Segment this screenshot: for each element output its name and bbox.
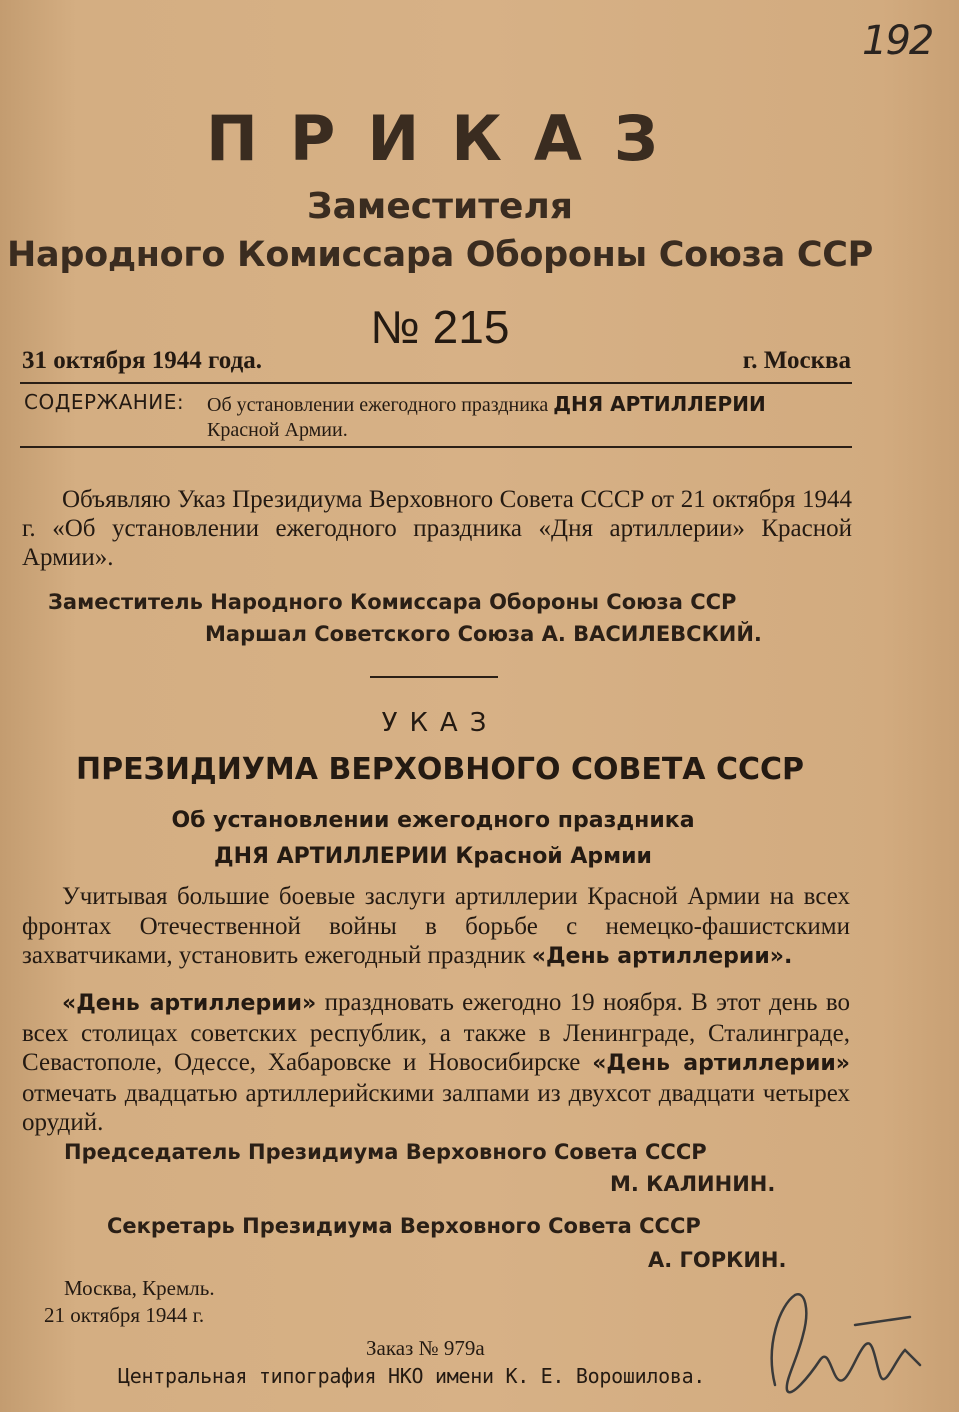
handwritten-signature (735, 1265, 945, 1405)
order-city: г. Москва (742, 347, 851, 374)
decree-paragraph-1 (22, 882, 850, 972)
decree-issuer: ПРЕЗИДИУМА ВЕРХОВНОГО СОВЕТА СССР (75, 752, 805, 787)
chair-name: М. КАЛИНИН. (610, 1172, 776, 1196)
document-title: ПРИКАЗ (206, 102, 690, 175)
issuer-line-1: Заместителя (307, 186, 573, 227)
chair-title: Председатель Президиума Верховного Совета СССР (64, 1140, 707, 1164)
section-divider (370, 676, 498, 678)
decree-p1-bold: «День артиллерии». (531, 944, 793, 969)
contents-text-part1: Об установлении ежегодного праздника (207, 394, 554, 416)
divider-top (20, 382, 852, 384)
issuer-line-2: Народного Комиссара Обороны Союза ССР (7, 235, 873, 275)
decree-p2-text2: отмечать двадцатью артиллерийскими залпами из двухсот двадцати четырех орудий. (22, 1079, 850, 1136)
order-paragraph: Объявляю Указ Президиума Верховного Совета СССР от 21 октября 1944 г. «Об установлении ежегодного праздника «Дня артиллерии» Красной Армии». (22, 486, 852, 571)
divider-bottom (20, 446, 852, 448)
signing-date: 21 октября 1944 г. (44, 1303, 205, 1327)
secretary-name: А. ГОРКИН. (648, 1248, 787, 1272)
print-order-number: Заказ № 979а (366, 1336, 485, 1360)
order-date: 31 октября 1944 года. (22, 347, 262, 374)
contents-text-line2: Красной Армии. (207, 419, 348, 441)
order-number: № 215 (370, 301, 510, 353)
contents-text (207, 392, 766, 417)
contents-text-bold: ДНЯ АРТИЛЛЕРИИ (553, 392, 766, 416)
decree-p2-text1: праздновать ежегодно 19 ноября. В этот день во всех столицах советских республик, а также в Ленинграде, Сталинграде, Севастополе, Одессе, Хабаровске и Новосибирске (22, 989, 850, 1076)
signing-place: Москва, Кремль. (64, 1276, 215, 1300)
printer-imprint: Центральная типография НКО имени К. Е. Ворошилова. (118, 1364, 706, 1388)
archive-number-handwritten: 192 (862, 18, 933, 64)
decree-subject-line1: Об установлении ежегодного праздника (171, 808, 695, 833)
contents-label: СОДЕРЖАНИЕ: (24, 390, 185, 414)
decree-title: УКАЗ (381, 708, 499, 738)
decree-subject-line2: ДНЯ АРТИЛЛЕРИИ Красной Армии (214, 844, 652, 869)
secretary-title: Секретарь Президиума Верховного Совета СССР (107, 1214, 701, 1238)
decree-p2-bold2: «День артиллерии» (592, 1051, 850, 1076)
order-signature-name: Маршал Советского Союза А. ВАСИЛЕВСКИЙ. (205, 622, 762, 646)
decree-p2-bold1: «День артиллерии» (62, 991, 317, 1016)
order-signature-title: Заместитель Народного Комиссара Обороны Союза ССР (48, 590, 737, 614)
decree-p1-text: Учитывая большие боевые заслуги артиллерии Красной Армии на всех фронтах Отечественной войны в борьбе с немецко-фашистскими захватчиками, установить ежегодный праздник (22, 883, 850, 969)
decree-paragraph-2 (22, 988, 850, 1138)
